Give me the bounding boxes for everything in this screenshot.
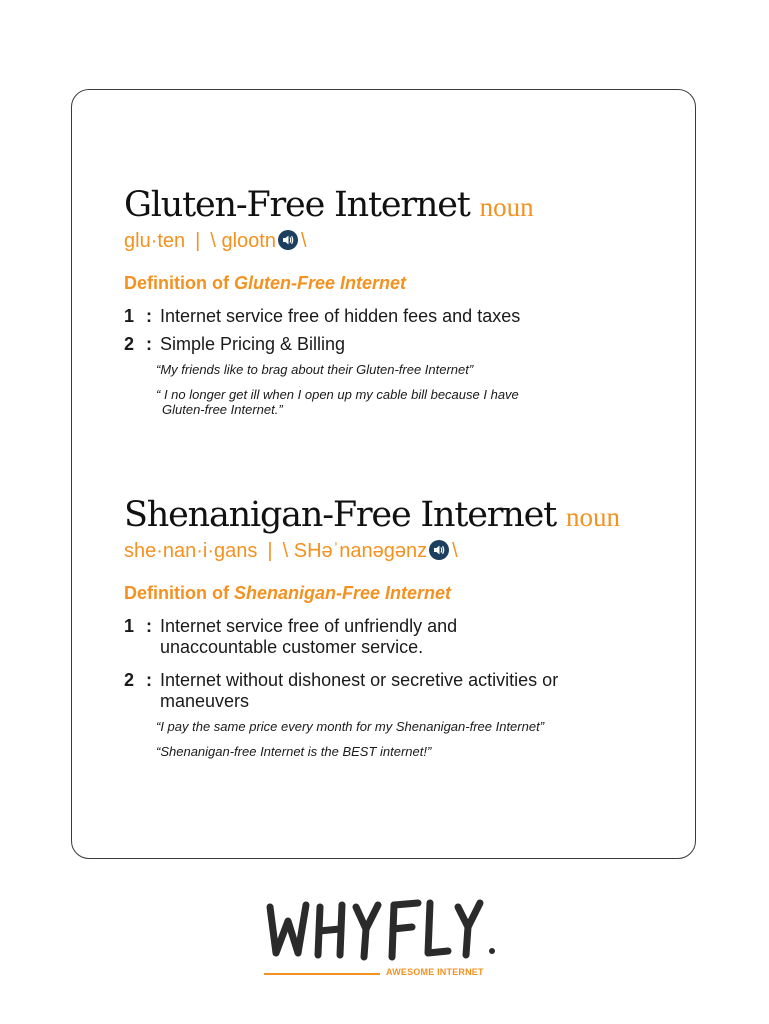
definition-text: Simple Pricing & Billing <box>160 334 346 354</box>
definition-item <box>124 616 684 658</box>
definition-text: Internet service free of unfriendly and unaccountable customer service. <box>160 616 458 657</box>
definition-number: 1 <box>124 616 135 636</box>
part-of-speech: noun <box>479 192 534 222</box>
pronunciation <box>124 229 684 253</box>
pron-separator: | <box>267 540 273 562</box>
quote-list <box>156 719 684 759</box>
quote-list <box>156 362 684 417</box>
quote: “ I no longer get ill when I open up my cable bill because I have Gluten-free Internet.” <box>156 387 519 417</box>
pronunciation <box>124 539 684 563</box>
whyfly-wordmark <box>262 893 502 965</box>
definition-title <box>124 583 684 604</box>
definition-item <box>124 334 684 355</box>
quote: “I pay the same price every month for my Shenanigan-free Internet” <box>156 719 545 734</box>
definition-item <box>124 670 684 712</box>
definition-list <box>124 306 684 355</box>
definition-colon: : <box>146 670 152 690</box>
definition-text: Internet without dishonest or secretive activities or maneuvers <box>160 670 559 711</box>
phonetic: \ glootn <box>210 230 276 252</box>
phonetic-close: \ <box>300 230 307 252</box>
definition-number: 1 <box>124 306 135 326</box>
definition-number: 2 <box>124 334 135 354</box>
definition-text: Internet service free of hidden fees and taxes <box>160 306 521 326</box>
headword: Shenanigan-Free Internet <box>124 495 556 535</box>
logo-tagline: AWESOME INTERNET <box>386 967 484 977</box>
phonetic: \ SHəˈnanəgənz <box>282 540 428 562</box>
syllables: glu·ten <box>124 230 186 252</box>
entry-gluten-free <box>124 185 684 427</box>
headword: Gluten-Free Internet <box>124 185 470 225</box>
phonetic-close: \ <box>452 540 458 562</box>
quote: “Shenanigan-free Internet is the BEST internet!” <box>156 744 432 759</box>
tagline-rule <box>264 973 380 975</box>
definition-item <box>124 306 684 327</box>
definition-title <box>124 273 684 294</box>
headword-row <box>124 495 684 535</box>
definition-number: 2 <box>124 670 135 690</box>
entry-shenanigan-free <box>124 495 684 769</box>
pron-separator: | <box>195 230 201 252</box>
whyfly-logo <box>262 893 502 988</box>
definition-colon: : <box>146 306 152 326</box>
headword-row <box>124 185 684 225</box>
definition-colon: : <box>146 334 152 354</box>
quote: “My friends like to brag about their Gluten-free Internet” <box>156 362 474 377</box>
definition-list <box>124 616 684 712</box>
speaker-icon[interactable] <box>278 230 298 250</box>
definition-prefix: Definition of <box>124 273 234 293</box>
syllables: she·nan·i·gans <box>124 540 258 562</box>
definition-term: Shenanigan-Free Internet <box>233 583 452 603</box>
speaker-icon[interactable] <box>429 540 449 560</box>
definition-prefix: Definition of <box>124 583 234 603</box>
definition-term: Gluten-Free Internet <box>233 273 407 293</box>
part-of-speech: noun <box>565 502 620 532</box>
definition-colon: : <box>146 616 152 636</box>
